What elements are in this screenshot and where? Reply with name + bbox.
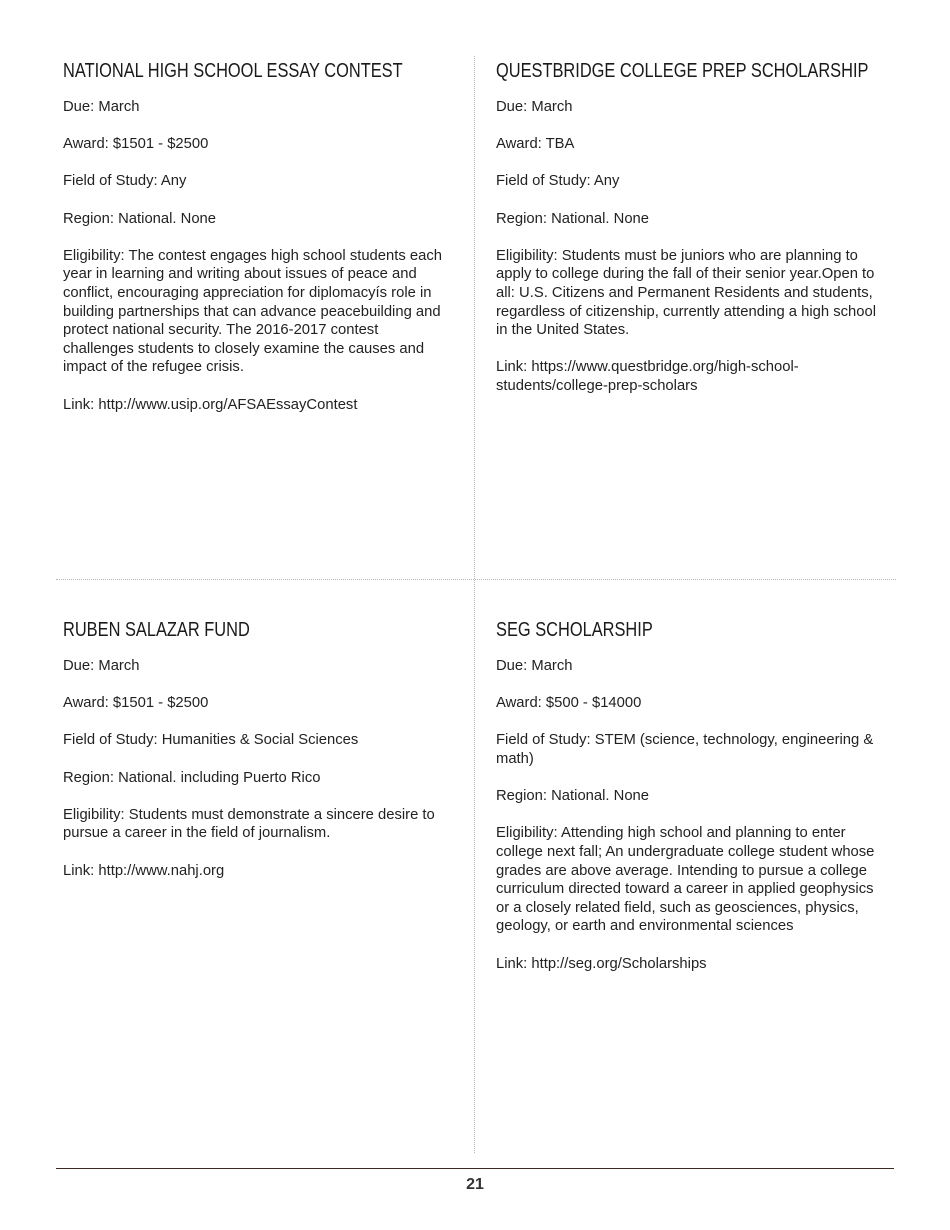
due-field xyxy=(63,98,453,117)
award-field xyxy=(496,694,886,713)
eligibility-field xyxy=(63,806,453,843)
eligibility-label: Eligibility: xyxy=(496,825,561,842)
region-value: National. None xyxy=(551,788,650,805)
link-url[interactable]: https://www.questbridge.org/high-school-students/college-prep-scholars xyxy=(496,359,799,394)
award-value: $1501 - $2500 xyxy=(112,695,209,712)
region-field xyxy=(496,210,886,229)
award-value: $1501 - $2500 xyxy=(112,136,209,153)
region-label: Region: xyxy=(63,210,119,227)
award-field xyxy=(63,135,453,154)
region-field xyxy=(496,787,886,806)
link-url[interactable]: http://www.nahj.org xyxy=(98,862,225,879)
field-of-study xyxy=(496,731,886,768)
field-label: Field of Study: xyxy=(496,732,595,749)
region-label: Region: xyxy=(63,769,119,786)
due-field xyxy=(496,98,886,117)
due-value: March xyxy=(98,658,140,674)
due-label: Due: xyxy=(63,658,99,674)
award-label: Award: xyxy=(496,136,546,153)
eligibility-label: Eligibility: xyxy=(63,247,129,264)
eligibility-value: The contest engages high school students each year in learning and writing about issues of peace and conflict, encouraging appreciation for diplomacyís role in building partnerships that can advance peacebuilding and protect national security. The 2016-2017 contest challenges students to closely examine the causes and impact of the refugee crisis. xyxy=(63,247,442,376)
award-label: Award: xyxy=(63,695,113,712)
field-of-study xyxy=(63,172,453,191)
link-label: Link: xyxy=(63,862,99,879)
field-value: Any xyxy=(593,173,620,190)
eligibility-field xyxy=(496,824,886,936)
scholarship-card-essay-contest xyxy=(63,59,453,433)
link-field[interactable] xyxy=(63,396,453,415)
due-field xyxy=(63,657,453,676)
field-value: Any xyxy=(160,173,187,190)
eligibility-value: Attending high school and planning to enter college next fall; An undergraduate college student whose grades are above average. Intending to pursue a college curriculum directed toward a career in applied geophysics or a closely related field, such as geosciences, physics, geology, or earth and environmental sciences xyxy=(496,825,875,935)
horizontal-divider xyxy=(56,579,896,580)
link-label: Link: xyxy=(496,359,532,376)
region-value: National. None xyxy=(118,210,217,227)
field-label: Field of Study: xyxy=(63,732,162,749)
link-label: Link: xyxy=(63,396,99,413)
eligibility-field xyxy=(63,247,453,377)
region-value: National. None xyxy=(551,210,650,227)
card-title: RUBEN SALAZAR FUND xyxy=(63,619,250,641)
due-label: Due: xyxy=(496,99,532,115)
field-of-study xyxy=(496,172,886,191)
award-field xyxy=(496,135,886,154)
eligibility-label: Eligibility: xyxy=(496,247,562,264)
due-label: Due: xyxy=(496,658,532,674)
field-value: Humanities & Social Sciences xyxy=(161,732,359,749)
page-number: 21 xyxy=(466,1176,484,1193)
link-field[interactable] xyxy=(496,358,886,395)
due-value: March xyxy=(531,99,573,115)
link-url[interactable]: http://seg.org/Scholarships xyxy=(531,955,707,972)
link-label: Link: xyxy=(496,955,532,972)
award-label: Award: xyxy=(496,695,546,712)
scholarship-card-seg xyxy=(496,618,886,992)
region-value: National. including Puerto Rico xyxy=(118,769,321,786)
due-label: Due: xyxy=(63,99,99,115)
due-field xyxy=(496,657,886,676)
footer-rule xyxy=(56,1168,894,1169)
field-value: STEM (science, technology, engineering & math) xyxy=(496,732,874,767)
vertical-divider xyxy=(474,56,475,1153)
link-field[interactable] xyxy=(63,862,453,881)
award-label: Award: xyxy=(63,136,113,153)
region-label: Region: xyxy=(496,210,552,227)
region-field xyxy=(63,769,453,788)
eligibility-value: Students must demonstrate a sincere desire to pursue a career in the field of journalism. xyxy=(63,806,435,842)
field-label: Field of Study: xyxy=(496,173,594,190)
field-of-study xyxy=(63,731,453,750)
award-value: TBA xyxy=(545,136,575,153)
link-url[interactable]: http://www.usip.org/AFSAEssayContest xyxy=(98,396,358,413)
link-field[interactable] xyxy=(496,955,886,974)
scholarship-card-questbridge xyxy=(496,59,886,414)
award-field xyxy=(63,694,453,713)
due-value: March xyxy=(98,99,140,115)
eligibility-label: Eligibility: xyxy=(63,806,129,823)
field-label: Field of Study: xyxy=(63,173,161,190)
eligibility-field xyxy=(496,247,886,340)
card-title: QUESTBRIDGE COLLEGE PREP SCHOLARSHIP xyxy=(496,60,869,82)
region-label: Region: xyxy=(496,788,552,805)
eligibility-value: Students must be juniors who are planning to apply to college during the fall of their senior year.Open to all: U.S. Citizens and Permanent Residents and students, regardless of citizenship, currently attending a high school in the United States. xyxy=(496,247,877,339)
card-title: SEG SCHOLARSHIP xyxy=(496,619,653,641)
scholarship-card-ruben-salazar xyxy=(63,618,453,899)
award-value: $500 - $14000 xyxy=(545,695,642,712)
due-value: March xyxy=(531,658,573,674)
card-title: NATIONAL HIGH SCHOOL ESSAY CONTEST xyxy=(63,60,403,82)
region-field xyxy=(63,210,453,229)
